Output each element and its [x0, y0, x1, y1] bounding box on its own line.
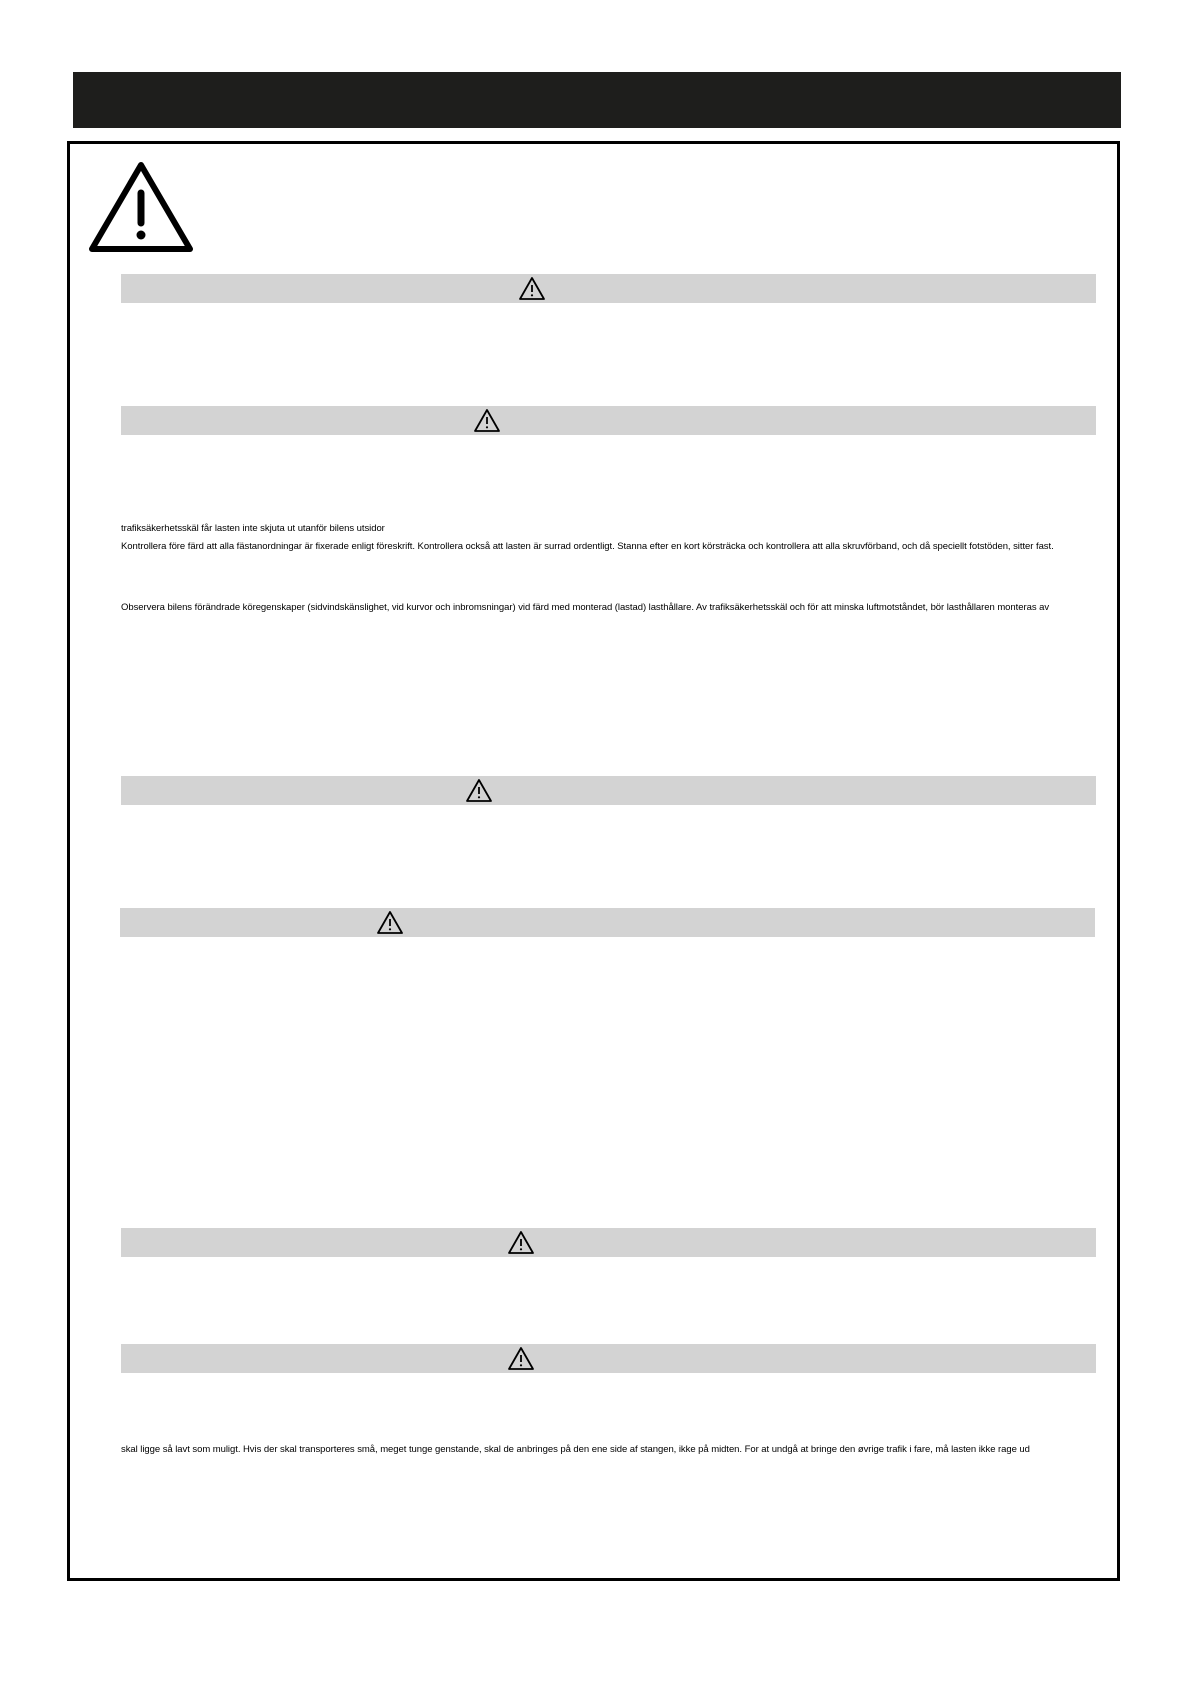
header-bar [73, 72, 1121, 128]
section-bar-6 [121, 1344, 1096, 1373]
section-bar-4 [120, 908, 1095, 937]
warning-triangle-icon [518, 276, 546, 301]
warning-triangle-icon [87, 159, 195, 255]
warning-triangle-icon [376, 910, 404, 935]
warning-triangle-icon [465, 778, 493, 803]
section-bar-1 [121, 274, 1096, 303]
section-bar-5 [121, 1228, 1096, 1257]
text-line: trafiksäkerhetsskäl får lasten inte skjuta ut utanför bilens utsidor [121, 523, 385, 534]
text-line: Kontrollera före färd att alla fästanordningar är fixerade enligt föreskrift. Kontrollera också att lasten är surrad ordentligt. Stanna efter en kort körsträcka och kontrollera att alla skruvförband, och då speciellt fotstöden, sitter fast. [121, 541, 1054, 552]
text-line: Observera bilens förändrade köregenskaper (sidvindskänslighet, vid kurvor och inbromsningar) vid färd med monterad (lastad) lasthållare. Av trafiksäkerhetsskäl och för att minska luftmotståndet, bör lasthållaren monteras av [121, 602, 1050, 613]
section-bar-2 [121, 406, 1096, 435]
section-bar-3 [121, 776, 1096, 805]
warning-triangle-icon [473, 408, 501, 433]
warning-triangle-icon [507, 1346, 535, 1371]
text-line: skal ligge så lavt som muligt. Hvis der skal transporteres små, meget tunge genstande, skal de anbringes på den ene side af stangen, ikke på midten. For at undgå at bringe den øvrige trafik i fare, må lasten ikke rage ud [121, 1444, 1030, 1455]
warning-triangle-icon [507, 1230, 535, 1255]
